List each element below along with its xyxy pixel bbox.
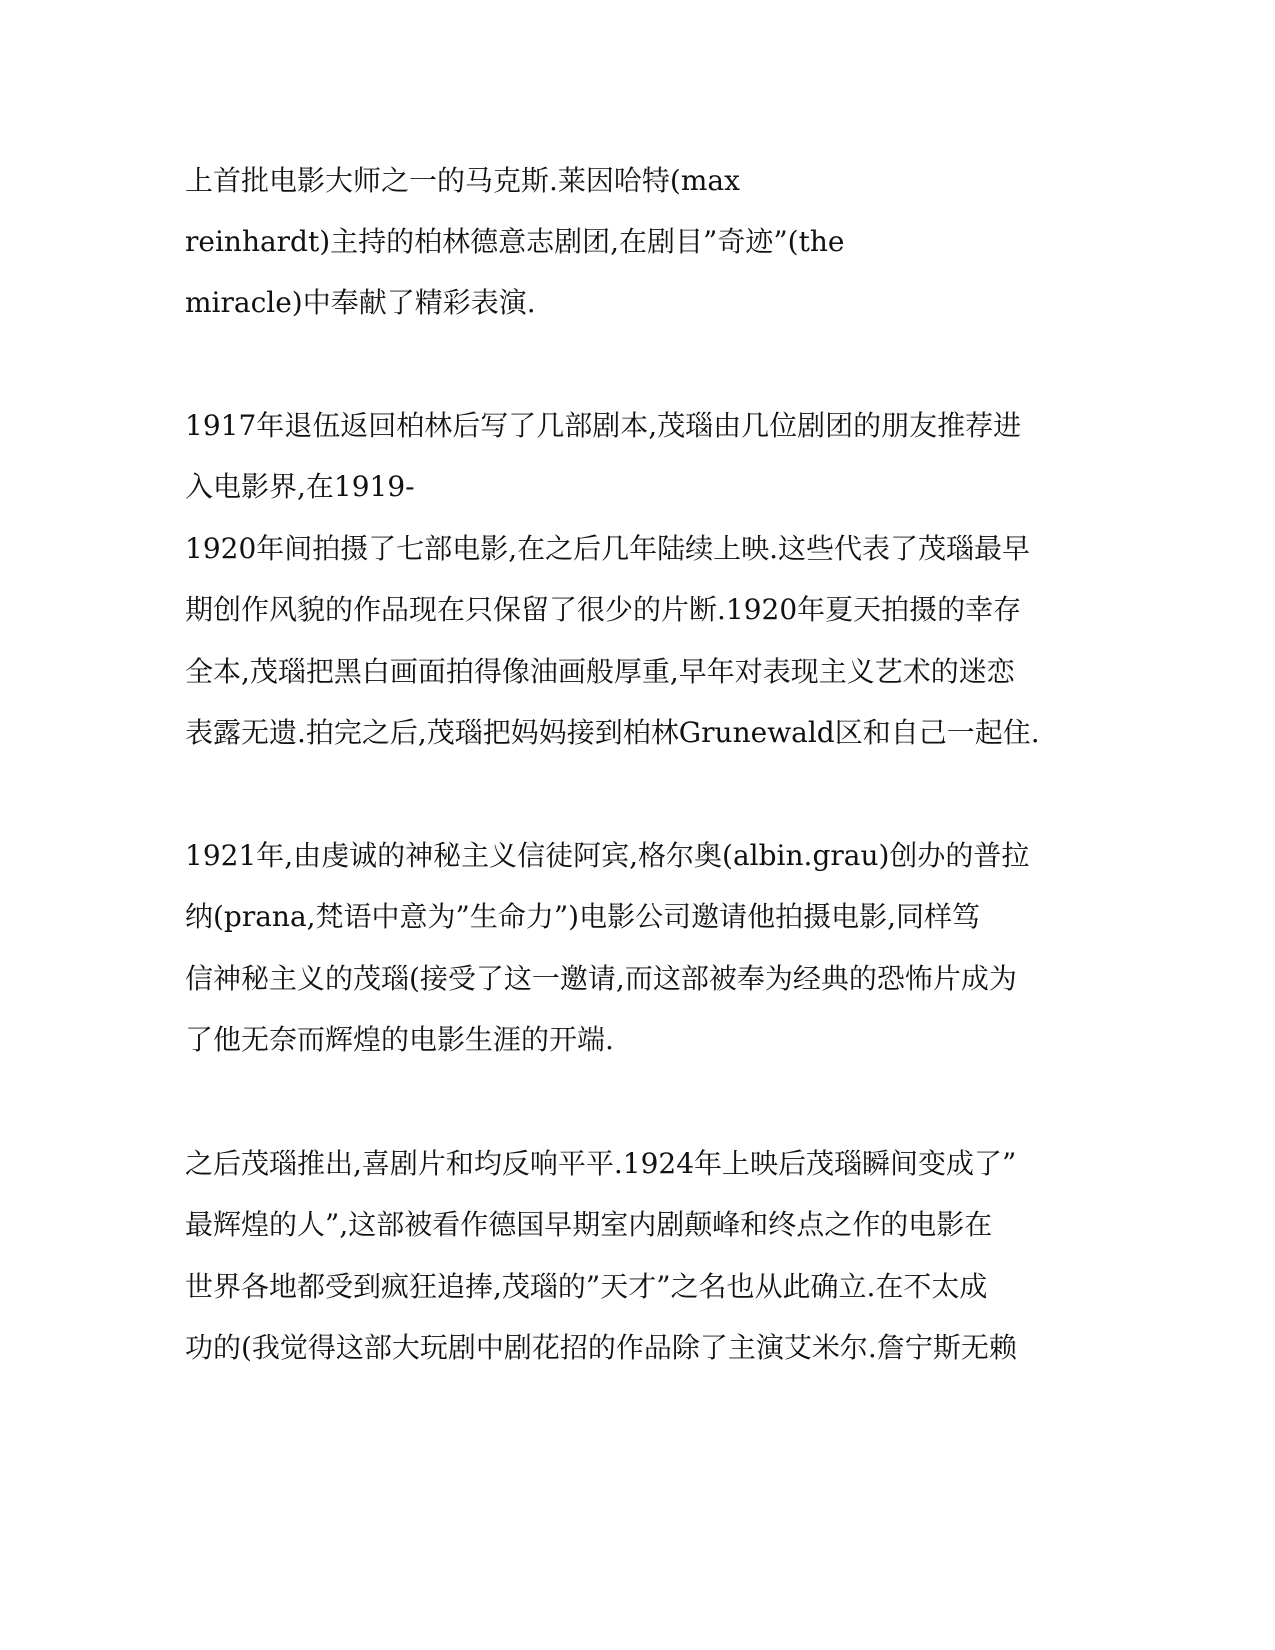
text-line: 全本,茂瑙把黑白画面拍得像油画般厚重,早年对表现主义艺术的迷恋 <box>185 655 1015 688</box>
text-line: 最辉煌的人”,这部被看作德国早期室内剧颠峰和终点之作的电影在 <box>185 1208 993 1241</box>
text-line: 1920年间拍摄了七部电影,在之后几年陆续上映.这些代表了茂瑙最早 <box>185 532 1031 565</box>
text-line: reinhardt)主持的柏林德意志剧团,在剧目”奇迹”(the <box>185 225 845 258</box>
text-line: 之后茂瑙推出,喜剧片和均反响平平.1924年上映后茂瑙瞬间变成了” <box>185 1147 1017 1180</box>
text-line: 世界各地都受到疯狂追捧,茂瑙的”天才”之名也从此确立.在不太成 <box>185 1270 988 1303</box>
text-line: 期创作风貌的作品现在只保留了很少的片断.1920年夏天拍摄的幸存 <box>185 593 1022 626</box>
text-line: 纳(prana,梵语中意为”生命力”)电影公司邀请他拍摄电影,同样笃 <box>185 900 981 933</box>
text-line: 表露无遗.拍完之后,茂瑙把妈妈接到柏林Grunewald区和自己一起住. <box>185 716 1040 749</box>
text-line: 入电影界,在1919- <box>185 470 415 503</box>
text-line: 上首批电影大师之一的马克斯.莱因哈特(max <box>185 164 740 197</box>
text-line: 1917年退伍返回柏林后写了几部剧本,茂瑙由几位剧团的朋友推荐进 <box>185 409 1022 442</box>
text-line: 1921年,由虔诚的神秘主义信徒阿宾,格尔奥(albin.grau)创办的普拉 <box>185 839 1030 872</box>
text-line: miracle)中奉献了精彩表演. <box>185 286 536 319</box>
text-line: 信神秘主义的茂瑙(接受了这一邀请,而这部被奉为经典的恐怖片成为 <box>185 962 1017 995</box>
text-line: 了他无奈而辉煌的电影生涯的开端. <box>185 1023 614 1056</box>
text-line: 功的(我觉得这部大玩剧中剧花招的作品除了主演艾米尔.詹宁斯无赖 <box>185 1331 1017 1364</box>
